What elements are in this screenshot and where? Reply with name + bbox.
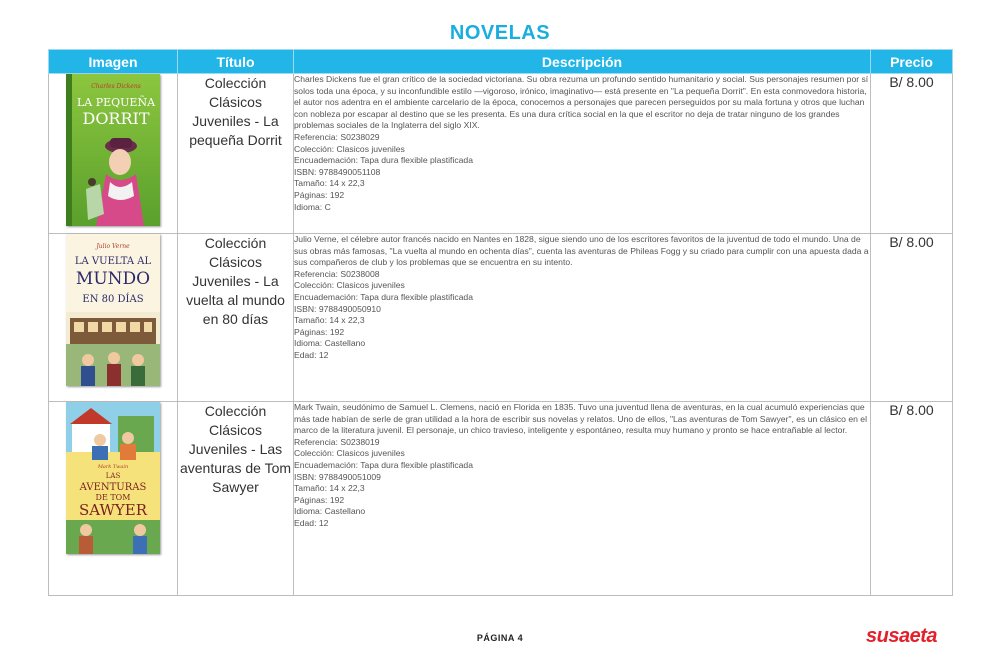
book-pages: Páginas: 192 bbox=[294, 326, 345, 337]
book-title: Colección Clásicos Juveniles - La pequeña Dorrit bbox=[178, 74, 294, 234]
cover-author: Charles Dickens bbox=[91, 83, 141, 90]
table-header-row bbox=[49, 50, 953, 74]
book-pages: Páginas: 192 bbox=[294, 189, 345, 200]
book-size: Tamaño: 14 x 22,3 bbox=[294, 315, 365, 326]
book-description: Charles Dickens fue el gran crítico de la sociedad victoriana. Su obra rezuma un profundo sentido humanitario y social. Sus personajes resumen por sí solos toda una época, y su inconfundible estilo —vigoroso, irónico, imaginativo— está presente en "La pequeña Dorrit". En esta conmovedora historia, el autor nos adentra en el ambiente carcelario de la época, conocemos a personajes que parecen perseguidos por su mala fortuna y otros que luchan con nobleza por escapar al destino que se les presenta. Es una dura crítica social en la que el escritor no deja de tratar ninguno de los grandes problemas sociales de la Inglaterra del siglo XIX. bbox=[294, 74, 869, 131]
book-description: Julio Verne, el célebre autor francés nacido en Nantes en 1828, sigue siendo uno de los escritores favoritos de la juventud de todo el mundo. Una de sus obras más famosas, "La vuelta al mundo en ochenta días", cuenta las aventuras de Phileas Fogg y su criado para cumplir con una apuesta dada a sus compañeros de club y los problemas que se encuentra en su intento. bbox=[294, 234, 869, 268]
column-header-title: Título bbox=[178, 50, 294, 74]
book-collection: Colección: Clasicos juveniles bbox=[294, 280, 405, 291]
cover-title-line: LAS bbox=[105, 472, 121, 480]
book-binding: Encuademación: Tapa dura flexible plastificada bbox=[294, 291, 473, 302]
book-collection: Colección: Clasicos juveniles bbox=[294, 448, 405, 459]
cover-title-line: LA VUELTA AL bbox=[74, 256, 152, 267]
cover-title-line: DORRIT bbox=[82, 109, 150, 128]
book-collection: Colección: Clasicos juveniles bbox=[294, 143, 405, 154]
cover-title-line: DE TOM bbox=[95, 493, 131, 502]
book-isbn: ISBN: 9788490051108 bbox=[294, 166, 381, 177]
cover-author: Julio Verne bbox=[96, 243, 130, 250]
book-isbn: ISBN: 9788490050910 bbox=[294, 303, 381, 314]
book-image-cell bbox=[49, 234, 178, 402]
book-price: B/ 8.00 bbox=[871, 74, 953, 234]
column-header-description: Descripción bbox=[294, 50, 871, 74]
column-header-image: Imagen bbox=[49, 50, 178, 74]
book-reference: Referencia: S0238008 bbox=[294, 268, 380, 279]
book-description-cell bbox=[294, 234, 871, 402]
book-language: Idioma: Castellano bbox=[294, 506, 366, 517]
cover-title-line: SAWYER bbox=[78, 501, 148, 519]
book-size: Tamaño: 14 x 22,3 bbox=[294, 178, 365, 189]
book-description-cell bbox=[294, 402, 871, 596]
cover-title-line: AVENTURAS bbox=[79, 482, 147, 493]
book-age: Edad: 12 bbox=[294, 349, 329, 360]
book-binding: Encuademación: Tapa dura flexible plastificada bbox=[294, 155, 473, 166]
cover-title-line: MUNDO bbox=[75, 269, 151, 289]
book-isbn: ISBN: 9788490051009 bbox=[294, 471, 381, 482]
book-cover-tom-sawyer[interactable] bbox=[66, 402, 160, 554]
book-cover-pequena-dorrit[interactable] bbox=[66, 74, 160, 226]
book-image-cell bbox=[49, 402, 178, 596]
book-language: Idioma: Castellano bbox=[294, 338, 366, 349]
book-description: Mark Twain, seudónimo de Samuel L. Clemens, nació en Florida en 1835. Tuvo una juventud llena de aventuras, en la cual acumuló experiencias que más tade habían de serle de gran utilidad a la hora de escribir sus novelas y relatos. Uno de ellos, "Las aventuras de Tom Sawyer", es un clásico en el marco de la literatura juvenil. El personaje, un chico travieso, inteligente y espontáneo, resulta muy humano y pronto se hace entrañable al lector. bbox=[294, 402, 867, 436]
book-pages: Páginas: 192 bbox=[294, 494, 345, 505]
column-header-price: Precio bbox=[871, 50, 953, 74]
book-price: B/ 8.00 bbox=[871, 234, 953, 402]
table-row bbox=[49, 402, 953, 596]
book-binding: Encuademación: Tapa dura flexible plastificada bbox=[294, 459, 473, 470]
book-price: B/ 8.00 bbox=[871, 402, 953, 596]
book-image-cell bbox=[49, 74, 178, 234]
book-reference: Referencia: S0238029 bbox=[294, 131, 380, 142]
book-age: Edad: 12 bbox=[294, 517, 329, 528]
book-title: Colección Clásicos Juveniles - Las aventuras de Tom Sawyer bbox=[178, 402, 294, 596]
book-size: Tamaño: 14 x 22,3 bbox=[294, 483, 365, 494]
catalog-table bbox=[48, 49, 953, 596]
cover-title-line: LA PEQUEÑA bbox=[76, 96, 156, 109]
page-number: PÁGINA 4 bbox=[476, 633, 524, 643]
cover-author: Mark Twain bbox=[97, 464, 129, 470]
book-title: Colección Clásicos Juveniles - La vuelta al mundo en 80 días bbox=[178, 234, 294, 402]
book-description-cell bbox=[294, 74, 871, 234]
page-title: NOVELAS bbox=[449, 22, 551, 44]
cover-title-line: EN 80 DÍAS bbox=[82, 294, 144, 305]
book-cover-vuelta-al-mundo[interactable] bbox=[66, 234, 160, 386]
table-row bbox=[49, 74, 953, 234]
brand-logo: susaeta bbox=[866, 625, 937, 647]
table-row bbox=[49, 234, 953, 402]
book-reference: Referencia: S0238019 bbox=[294, 436, 380, 447]
book-language: Idioma: C bbox=[294, 201, 331, 212]
